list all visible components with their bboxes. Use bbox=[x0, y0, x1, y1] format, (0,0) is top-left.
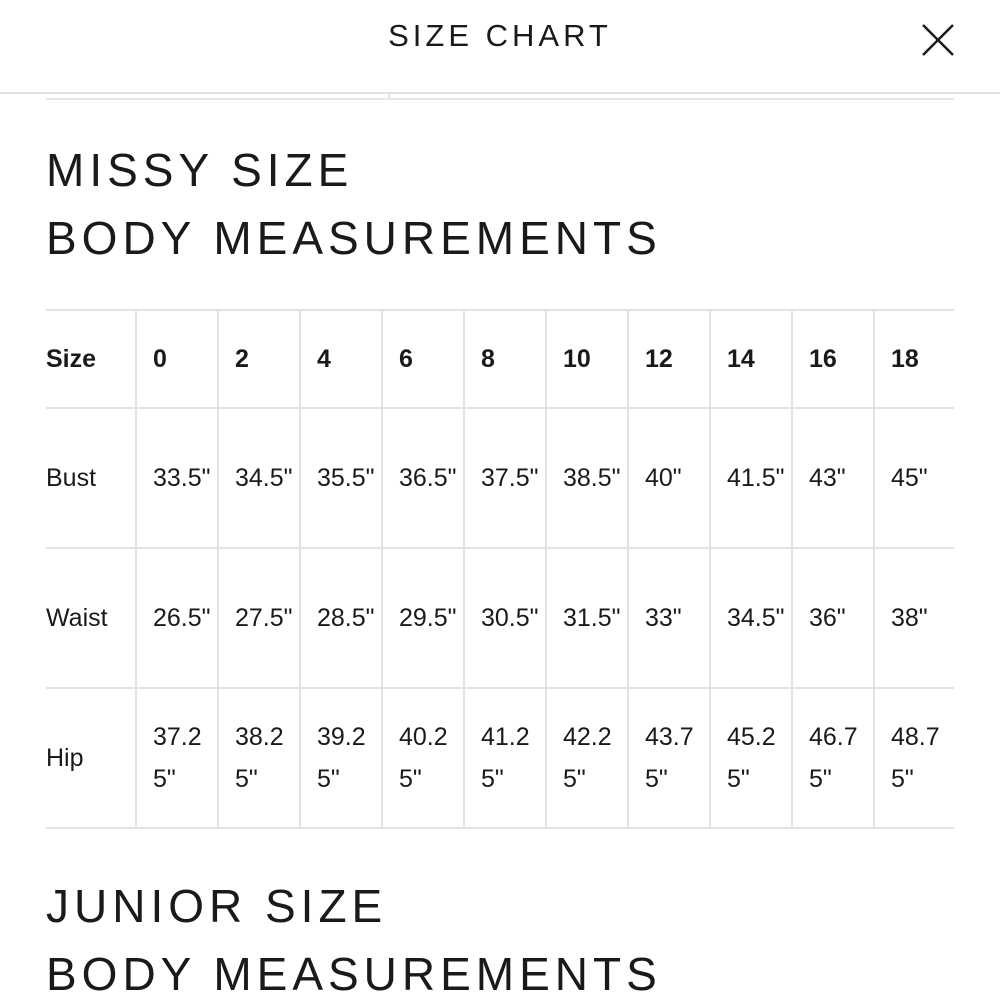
header-bar bbox=[0, 0, 1000, 94]
junior-heading-line2: BODY MEASUREMENTS bbox=[46, 948, 662, 1000]
table-cell: 38.5" bbox=[546, 408, 628, 548]
size-header-cell: 18 bbox=[874, 310, 954, 408]
table-cell: 37.5" bbox=[464, 408, 546, 548]
size-header-label: Size bbox=[46, 310, 136, 408]
table-cell: 39.25" bbox=[300, 688, 382, 828]
table-cell: 30.5" bbox=[464, 548, 546, 688]
missy-size-table bbox=[46, 309, 954, 829]
table-row-bust bbox=[46, 408, 954, 548]
table-cell: 27.5" bbox=[218, 548, 300, 688]
table-row-hip bbox=[46, 688, 954, 828]
table-cell: 33" bbox=[628, 548, 710, 688]
table-cell: 41.5" bbox=[710, 408, 792, 548]
table-cell: 33.5" bbox=[136, 408, 218, 548]
table-row-waist bbox=[46, 548, 954, 688]
close-icon bbox=[918, 20, 958, 60]
table-cell: 35.5" bbox=[300, 408, 382, 548]
table-cell: 40.25" bbox=[382, 688, 464, 828]
table-cell: 43" bbox=[792, 408, 874, 548]
size-header-cell: 10 bbox=[546, 310, 628, 408]
size-header-cell: 0 bbox=[136, 310, 218, 408]
table-cell: 29.5" bbox=[382, 548, 464, 688]
table-cell: 38.25" bbox=[218, 688, 300, 828]
missy-section-heading bbox=[46, 136, 662, 272]
row-label-waist: Waist bbox=[46, 548, 136, 688]
table-cell: 34.5" bbox=[218, 408, 300, 548]
table-cell: 36" bbox=[792, 548, 874, 688]
size-header-cell: 6 bbox=[382, 310, 464, 408]
missy-heading-line2: BODY MEASUREMENTS bbox=[46, 212, 662, 264]
close-button[interactable] bbox=[918, 20, 958, 60]
junior-heading-line1: JUNIOR SIZE bbox=[46, 880, 388, 932]
table-cell: 43.75" bbox=[628, 688, 710, 828]
table-header-row bbox=[46, 310, 954, 408]
table-cell: 37.25" bbox=[136, 688, 218, 828]
table-cell: 41.25" bbox=[464, 688, 546, 828]
table-cell: 38" bbox=[874, 548, 954, 688]
table-cell: 45" bbox=[874, 408, 954, 548]
table-cell: 26.5" bbox=[136, 548, 218, 688]
page-title: SIZE CHART bbox=[388, 18, 612, 53]
size-header-cell: 4 bbox=[300, 310, 382, 408]
tab-divider-tick bbox=[388, 94, 390, 100]
size-header-cell: 16 bbox=[792, 310, 874, 408]
table-cell: 42.25" bbox=[546, 688, 628, 828]
table-cell: 45.25" bbox=[710, 688, 792, 828]
table-cell: 48.75" bbox=[874, 688, 954, 828]
row-label-hip: Hip bbox=[46, 688, 136, 828]
junior-section-heading bbox=[46, 872, 662, 1000]
row-label-bust: Bust bbox=[46, 408, 136, 548]
size-header-cell: 8 bbox=[464, 310, 546, 408]
table-cell: 46.75" bbox=[792, 688, 874, 828]
table-cell: 40" bbox=[628, 408, 710, 548]
table-cell: 36.5" bbox=[382, 408, 464, 548]
table-cell: 31.5" bbox=[546, 548, 628, 688]
size-header-cell: 2 bbox=[218, 310, 300, 408]
size-header-cell: 14 bbox=[710, 310, 792, 408]
tab-divider bbox=[46, 98, 954, 100]
table-cell: 34.5" bbox=[710, 548, 792, 688]
missy-heading-line1: MISSY SIZE bbox=[46, 144, 354, 196]
table-cell: 28.5" bbox=[300, 548, 382, 688]
size-header-cell: 12 bbox=[628, 310, 710, 408]
